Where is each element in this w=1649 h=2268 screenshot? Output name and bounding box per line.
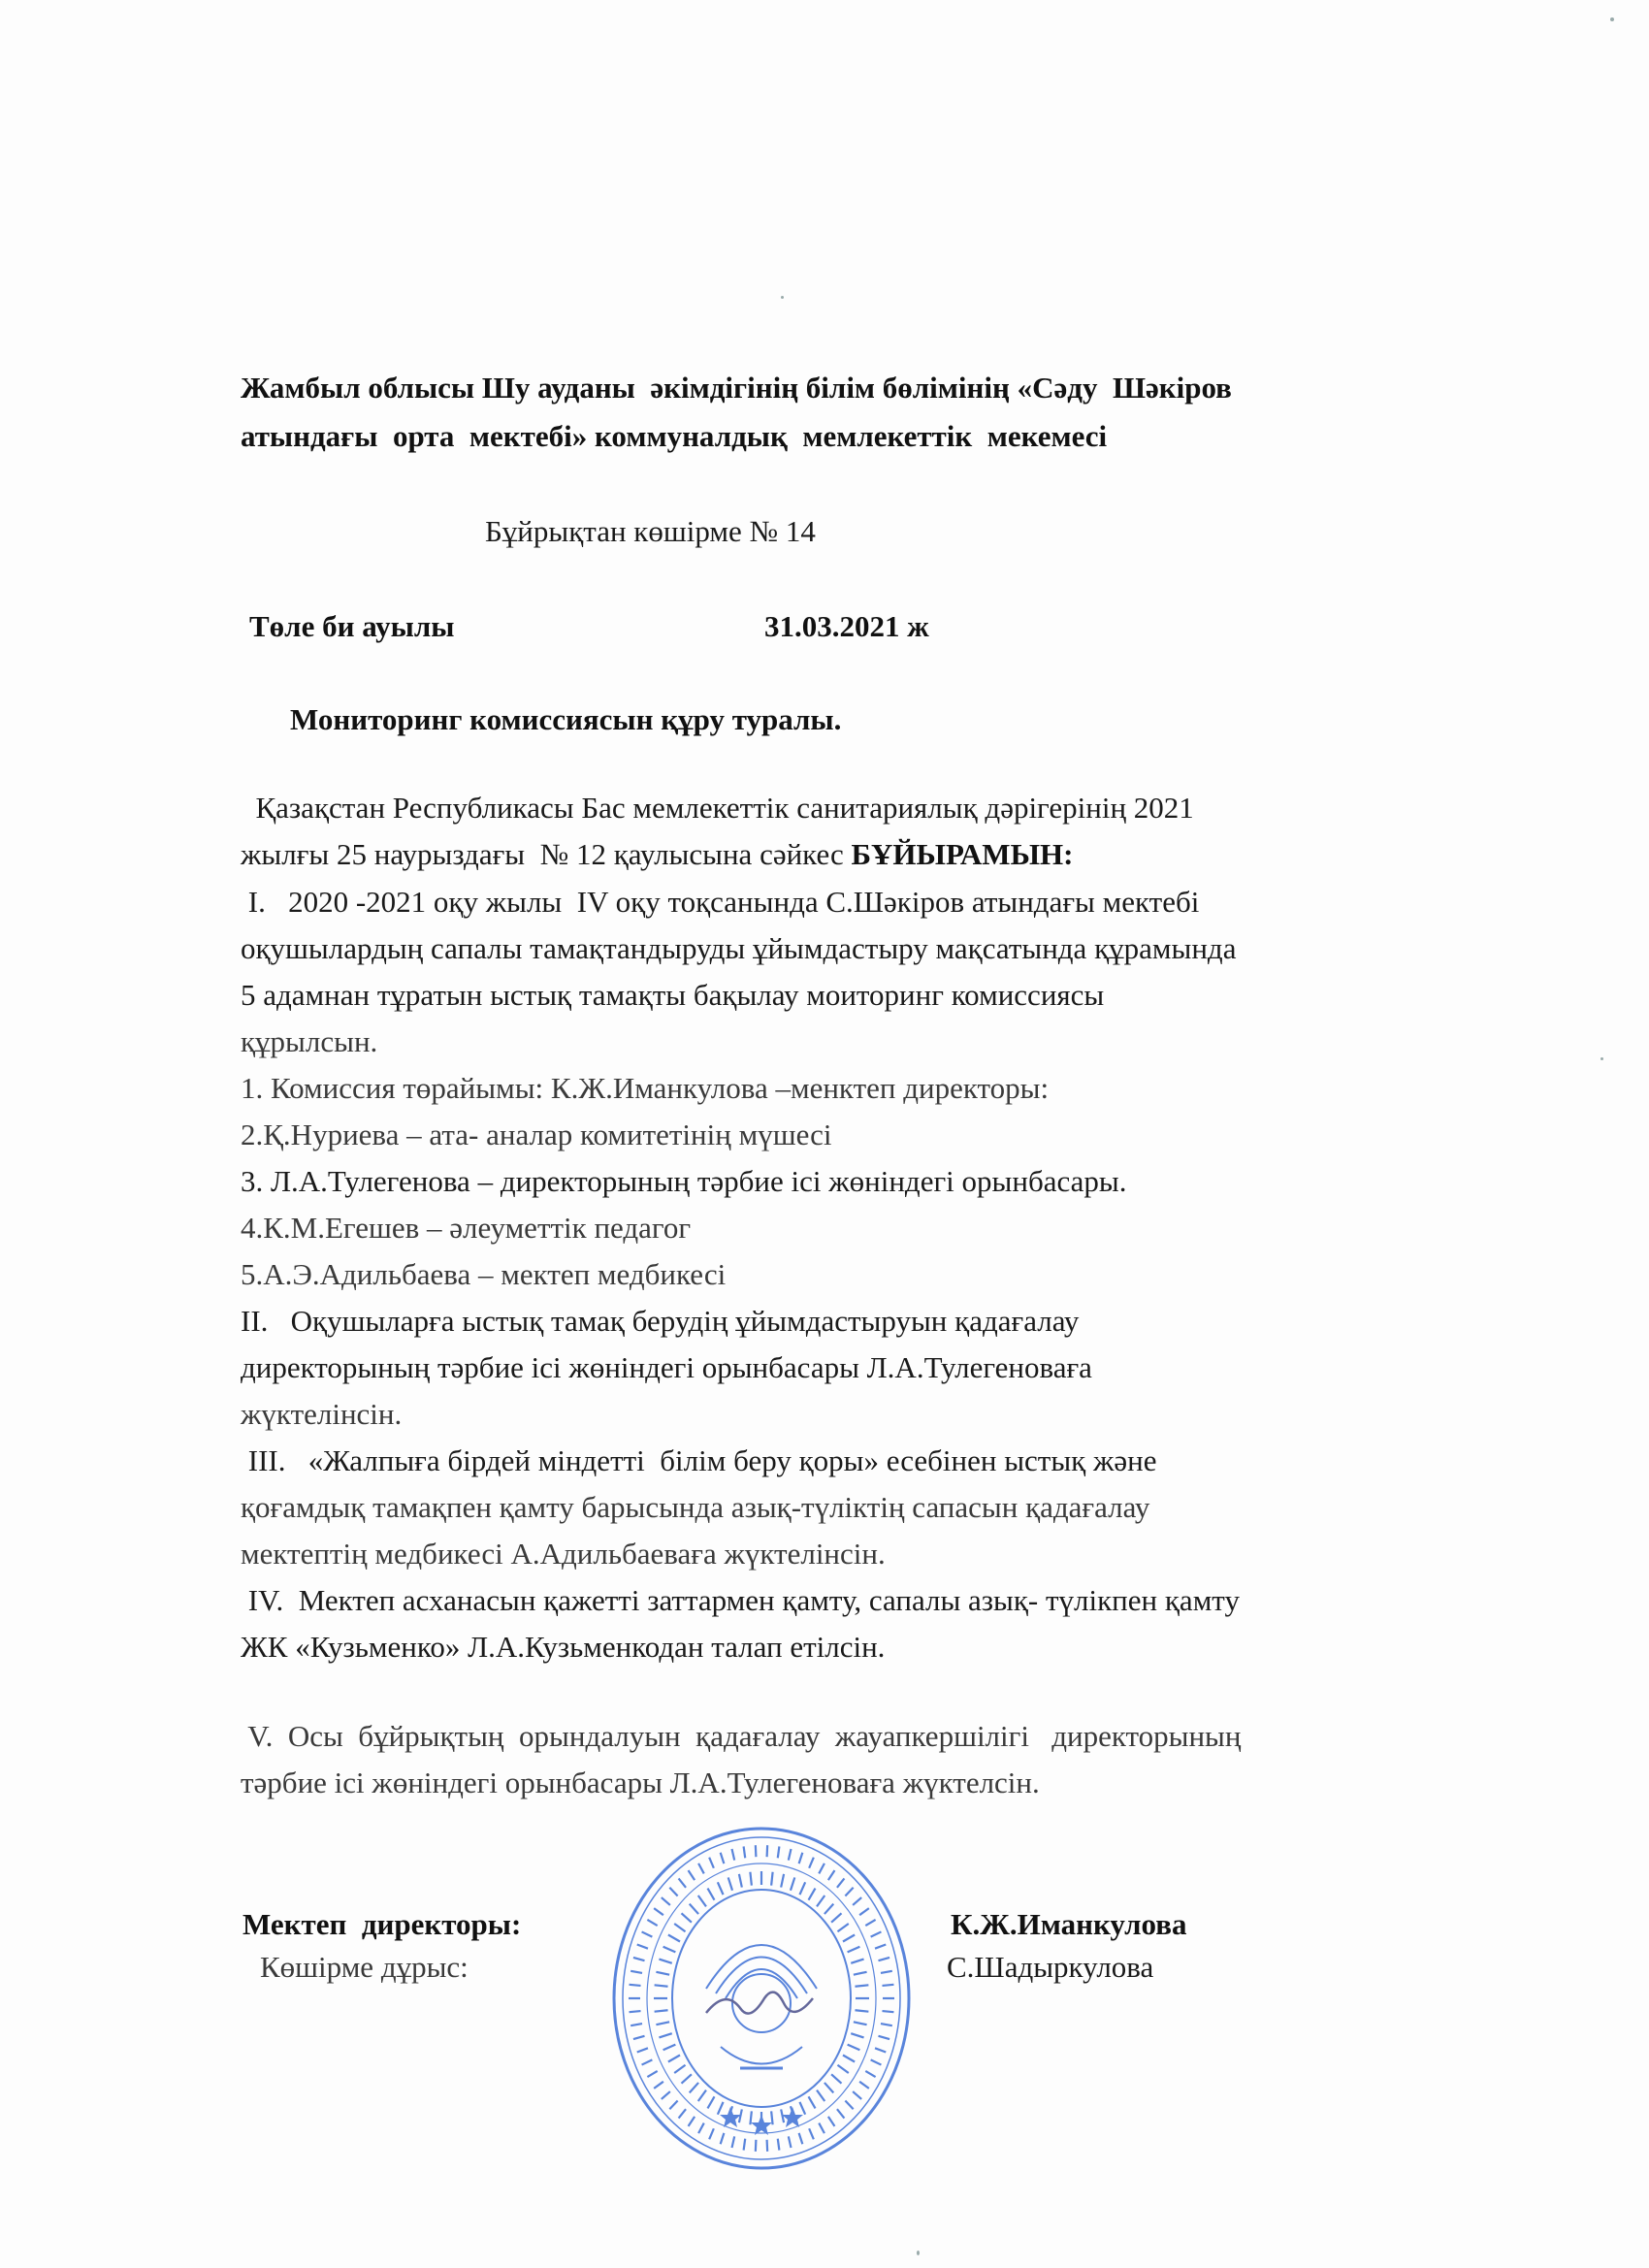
member-3: 3. Л.А.Тулегенова – директорының тәрбие ісі жөніндегі орынбасары. [241,1164,1127,1198]
stamp-letter-mark [698,2090,706,2101]
stamp-letter-mark [647,2071,657,2077]
p2-line-2: директорының тәрбие ісі жөніндегі орынбасары Л.А.Тулегеноваға [241,1350,1092,1384]
p5-line-1: V. Осы бұйрықтың орындалуын қадағалау жауапкершілігі директорының [241,1719,1242,1753]
director-label: Мектеп директоры: [242,1907,522,1941]
intro-line-1: Қазақстан Республикасы Бас мемлекеттік санитариялық дәрігерінің 2021 [241,791,1194,825]
stamp-letter-mark [881,1971,892,1973]
stamp-letter-mark [682,2074,692,2083]
scan-speck [1610,17,1614,21]
stamp-letter-mark [674,1924,685,1931]
stamp-letter-mark [767,1845,768,1857]
stamp-letter-mark [843,1935,855,1942]
stamp-letter-mark [831,2074,841,2083]
emblem-icon [706,1945,817,2068]
stamp-letter-mark [668,2056,680,2062]
stamp-letter-mark [819,2123,824,2134]
stamp-letter-mark [690,2083,698,2092]
stamp-letter-mark [771,2111,772,2124]
stamp-letter-mark [778,1846,780,1858]
stamp-letter-mark [642,1931,653,1936]
stamp-letter-mark [659,1960,671,1963]
stamp-letter-mark [662,1897,670,1905]
stamp-letter-mark [789,1849,792,1861]
stamp-letter-mark [744,2139,746,2151]
place: Төле би ауылы [249,609,455,643]
stamp-letter-mark [756,1845,757,1857]
stamp-letter-mark [771,1872,772,1886]
stamp-letter-mark [882,1985,893,1986]
stamp-letter-mark [854,1972,867,1975]
stamp-letter-mark [630,2011,641,2012]
copy-certified-label: Көшірме дұрыс: [260,1950,469,1984]
stamp-letter-mark [663,2045,676,2051]
stamp-letter-mark [689,2117,695,2126]
stamp-letter-mark [875,1944,886,1948]
stamp-letter-mark [698,1895,706,1906]
stamp-letter-mark [791,2106,794,2119]
stamp-letter-mark [828,2117,835,2126]
handwritten-signature [706,1993,813,2014]
stamp-letter-mark [647,1920,657,1926]
header-line-1: Жамбыл облысы Шу ауданы әкімдігінің білім бөлімінің «Сәду Шәкіров [241,371,1232,405]
stamp-letter-mark [709,2128,714,2139]
stamp-letter-mark [669,2101,677,2110]
stamp-letter-mark [721,1853,725,1863]
p3-line-3: мектептің медбикесі А.Адильбаеваға жүктелінсін. [241,1537,886,1571]
stamp-letter-mark [669,1888,677,1896]
p1-line-2: оқушылардың сапалы тамақтандыруды ұйымдастыру мақсатында құрамында [241,931,1237,965]
stamp-letter-mark [853,1897,861,1905]
stamp-letter-mark [698,1863,704,1874]
stamp-letter-mark [878,2036,889,2039]
stamp-letter-mark [642,2059,653,2064]
stamp-letter-mark [831,1913,841,1922]
stamp-letter-mark [859,1908,869,1915]
stamp-letter-mark [828,1870,835,1880]
p1-line-1: I. 2020 -2021 оқу жылы IV оқу тоқсанында С.Шәкіров атындағы мектебі [241,885,1200,919]
stamp-letter-mark [859,2082,869,2089]
header-line-2: атындағы орта мектебі» коммуналдық мемлекеттік мекемесі [241,419,1108,453]
stamp-letter-mark [674,2065,685,2073]
stamp-letter-mark [817,1895,824,1906]
p5-line-2: тәрбие ісі жөніндегі орынбасары Л.А.Тулегеноваға жүктелсін. [241,1766,1040,1799]
stamp-letter-mark [767,2140,768,2152]
stamp-letter-mark [851,2033,863,2037]
stamp-letter-mark [853,2091,861,2099]
stamp-letter-mark [882,2011,893,2012]
stamp-letter-mark [679,2109,686,2118]
document-title: Мониторинг комиссиясын құру туралы. [290,702,842,736]
scan-speck [1600,1057,1603,1060]
p4-line-1: IV. Мектеп асханасын қажетті заттармен қамту, сапалы азық- түлікпен қамту [241,1583,1240,1617]
p3-line-2: қоғамдық тамақпен қамту барысында азық-түліктің сапасын қадағалау [241,1490,1150,1524]
stamp-letter-mark [843,2056,855,2062]
stamp-letter-mark [817,2090,824,2101]
stamp-letter-mark [633,1958,645,1960]
stamp-letter-mark [871,1931,882,1936]
p3-line-1: III. «Жалпыға бірдей міндетті білім беру қоры» есебінен ыстық және [241,1443,1157,1477]
stamp-letter-mark [654,2082,663,2089]
stamp-letter-mark [791,1877,794,1890]
member-4: 4.К.М.Егешев – әлеуметтік педагог [241,1211,692,1245]
stamp-letter-mark [656,2022,669,2025]
stamp-letter-mark [721,2133,725,2144]
member-5: 5.А.Э.Адильбаева – мектеп медбикесі [241,1257,727,1291]
stamp-letter-mark [637,1944,648,1948]
stamp-letter-mark [739,1874,742,1888]
stamp-letter-mark [871,2059,882,2064]
intro-text: жылғы 25 наурыздағы № 12 қаулысына сәйкес [241,837,852,871]
stamp-letter-mark [781,1874,784,1888]
stamp-lettering-marks [629,1845,894,2152]
member-2: 2.Қ.Нуриева – ата- аналар комитетінің мүшесі [241,1118,832,1151]
stamp-letter-mark [637,2048,648,2052]
stamp-letter-mark [708,2096,715,2108]
stamp-letter-mark [855,2010,868,2011]
stamp-letter-mark [708,1889,715,1900]
stamp-letter-mark [698,2123,704,2134]
stamp-letter-mark [837,2065,848,2073]
stamp-letter-mark [655,2010,668,2011]
stamp-letter-mark [709,1858,714,1868]
stamp-letter-mark [718,1882,724,1895]
stamp-letter-mark [799,2133,803,2144]
stamp-letter-mark [718,2102,724,2115]
star-icons [720,2107,803,2135]
stamp-letter-mark [630,2024,642,2025]
p1-line-4: құрылсын. [241,1024,378,1058]
order-keyword: БҰЙЫРАМЫН: [851,837,1074,871]
stamp-letter-mark [656,1972,669,1975]
stamp-letter-mark [799,1853,803,1863]
p2-line-1: II. Оқушыларға ыстық тамақ берудің ұйымдастыруын қадағалау [241,1304,1080,1338]
stamp-letter-mark [778,2139,780,2151]
stamp-letter-mark [732,1849,735,1861]
stamp-letter-mark [732,2136,735,2148]
scan-speck [781,296,784,299]
p1-line-3: 5 адамнан тұратын ыстық тамақты бақылау моиторинг комиссиясы [241,978,1105,1012]
scan-speck [917,2251,920,2255]
stamp-letter-mark [679,1878,686,1887]
stamp-letter-mark [659,2033,671,2037]
date: 31.03.2021 ж [764,609,929,643]
stamp-letter-mark [756,2140,757,2152]
stamp-letter-mark [662,2091,670,2099]
stamp-letter-mark [851,1960,863,1963]
stamp-letter-mark [865,2071,875,2077]
stamp-letter-mark [837,1878,844,1887]
stamp-letter-mark [854,2022,867,2025]
stamp-letter-mark [655,1985,668,1986]
director-name: К.Ж.Иманкулова [951,1907,1187,1941]
stamp-letter-mark [809,2096,816,2108]
intro-line-2 [241,837,1073,872]
stamp-letter-mark [689,1870,695,1880]
stamp-letter-mark [630,1971,642,1973]
stamp-letter-mark [848,1947,860,1953]
stamp-letter-mark [633,2036,645,2039]
stamp-letter-mark [837,1924,848,1931]
stamp-letter-mark [799,2102,805,2115]
stamp-letter-mark [690,1904,698,1914]
stamp-letter-mark [630,1985,641,1986]
stamp-letter-mark [848,2045,860,2051]
member-1: 1. Комиссия төрайымы: К.Ж.Иманкулова –менктеп директоры: [241,1071,1050,1105]
stamp-letter-mark [845,1888,853,1896]
stamp-letter-mark [809,1858,814,1868]
stamp-letter-mark [663,1947,676,1953]
stamp-letter-mark [809,2128,814,2139]
stamp-letter-mark [881,2024,892,2025]
stamp-letter-mark [682,1913,692,1922]
stamp-letter-mark [668,1935,680,1942]
official-seal-stamp [609,1824,914,2173]
stamp-letter-mark [819,1863,824,1874]
stamp-letter-mark [865,1920,875,1926]
stamp-letter-mark [728,2106,732,2119]
stamp-letter-mark [837,2109,844,2118]
stamp-letter-mark [750,2111,751,2124]
stamp-letter-mark [824,2083,833,2092]
stamp-letter-mark [739,2109,742,2122]
p2-line-3: жүктелінсін. [241,1397,403,1431]
stamp-letter-mark [855,1985,868,1986]
order-copy-number: Бұйрықтан көшірме № 14 [485,514,816,548]
stamp-letter-mark [654,1908,663,1915]
stamp-letter-mark [799,1882,805,1895]
copy-certified-name: С.Шадыркулова [947,1950,1154,1984]
stamp-letter-mark [824,1904,833,1914]
stamp-letter-mark [845,2101,853,2110]
stamp-letter-mark [809,1889,816,1900]
stamp-letter-mark [728,1877,732,1890]
stamp-letter-mark [744,1846,746,1858]
stamp-letter-mark [789,2136,792,2148]
p4-line-2: ЖК «Кузьменко» Л.А.Кузьменкодан талап етілсін. [241,1630,886,1664]
stamp-letter-mark [875,2048,886,2052]
stamp-letter-mark [750,1872,751,1886]
stamp-letter-mark [781,2109,784,2122]
stamp-letter-mark [878,1958,889,1960]
